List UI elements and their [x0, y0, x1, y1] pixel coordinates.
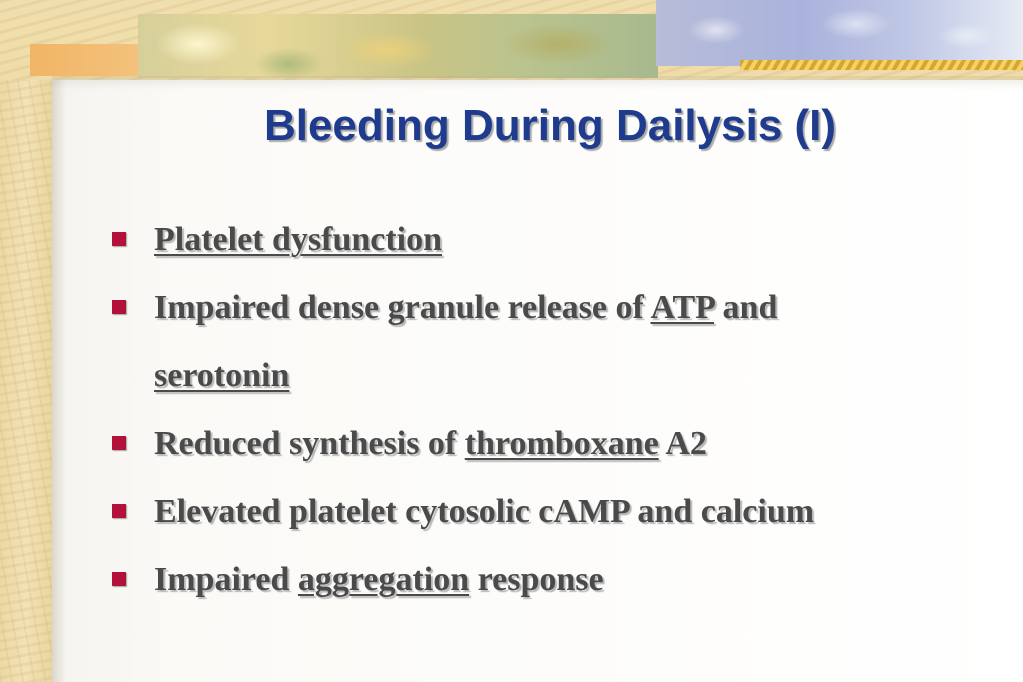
- bullet-text: Impaired: [154, 561, 298, 598]
- square-bullet-icon: [112, 504, 126, 518]
- bullet-link-text: aggregation: [297, 561, 470, 598]
- bullet-line: [154, 274, 1008, 342]
- banner-leaves-image: [138, 14, 658, 78]
- bullet-link-text: serotonin: [154, 357, 290, 394]
- bullet-item-platelet-dysfunction: [108, 206, 1008, 274]
- bullet-text: A2: [658, 425, 707, 462]
- slide-title: Bleeding During Dailysis (I): [263, 101, 837, 150]
- bullet-text: response: [469, 561, 604, 598]
- banner-gold-strip: [740, 60, 1023, 70]
- square-bullet-icon: [112, 436, 126, 450]
- banner-shadow: [52, 76, 1023, 90]
- bullet-item-reduced-synthesis: [108, 410, 1008, 478]
- banner-flowers-image: [656, 0, 1023, 66]
- bullet-list: [108, 206, 1008, 614]
- bullet-item-elevated-camp: [108, 478, 1008, 546]
- bullet-link-text: thromboxane: [464, 425, 659, 462]
- bullet-line: [154, 342, 1008, 410]
- banner-orange-block: [30, 44, 140, 76]
- square-bullet-icon: [112, 232, 126, 246]
- left-strip-shadow: [52, 0, 66, 682]
- bullet-text: Impaired dense granule release of: [154, 289, 651, 326]
- bullet-text: Elevated platelet cytosolic cAMP and calcium: [154, 493, 815, 530]
- bullet-item-impaired-dense-granule: [108, 274, 1008, 410]
- bullet-text: Platelet dysfunction: [154, 221, 443, 258]
- bullet-text: Reduced synthesis of: [154, 425, 465, 462]
- bullet-item-impaired-aggregation: [108, 546, 1008, 614]
- square-bullet-icon: [112, 300, 126, 314]
- bullet-link-text: ATP: [650, 289, 715, 326]
- top-decorative-banner: [0, 0, 1023, 80]
- bullet-text: and: [714, 289, 778, 326]
- left-parchment-strip: [0, 0, 52, 682]
- square-bullet-icon: [112, 572, 126, 586]
